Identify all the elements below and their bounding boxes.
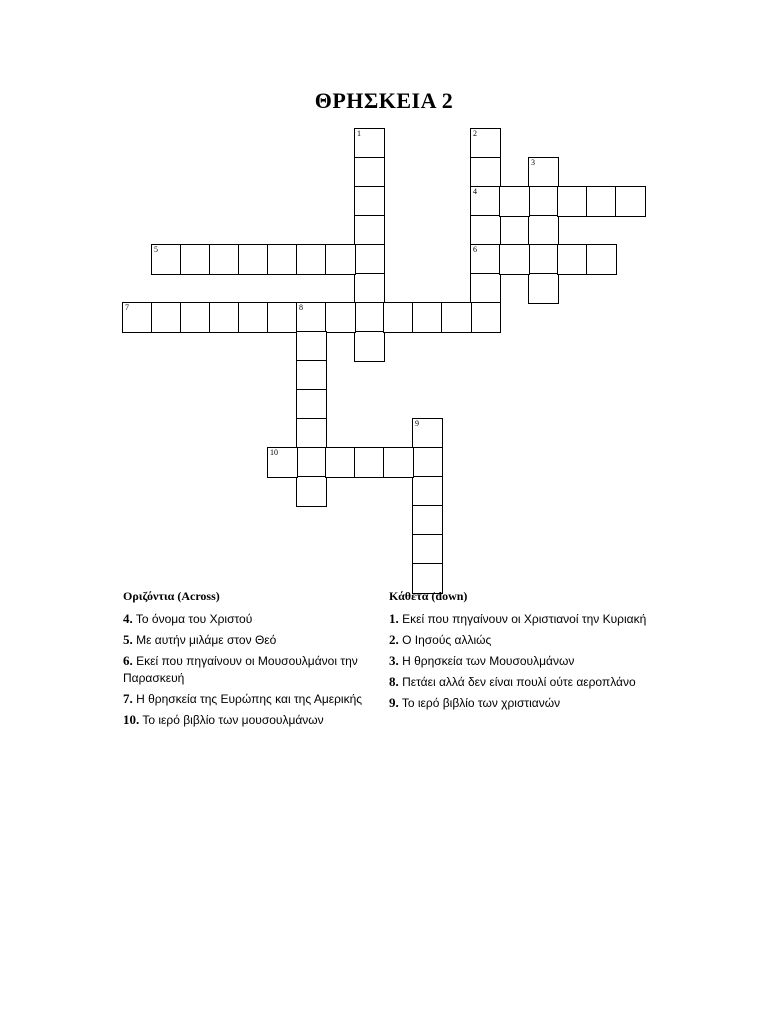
crossword-cell bbox=[528, 186, 559, 217]
crossword-cell bbox=[412, 505, 443, 536]
crossword-cell bbox=[470, 128, 501, 159]
crossword-cell bbox=[354, 302, 385, 333]
crossword-cell bbox=[528, 273, 559, 304]
clue-down-2: 2. Ο Ιησούς αλλιώς bbox=[389, 632, 492, 647]
crossword-cell bbox=[383, 447, 414, 478]
crossword-cell bbox=[354, 157, 385, 188]
crossword-cell bbox=[238, 302, 269, 333]
crossword-cell bbox=[267, 302, 298, 333]
clue-across-4: 4. Το όνομα του Χριστού bbox=[123, 611, 253, 626]
crossword-cell bbox=[412, 476, 443, 507]
crossword-cell bbox=[528, 244, 559, 275]
crossword-cell bbox=[267, 244, 298, 275]
crossword-cell bbox=[122, 302, 153, 333]
crossword-cell bbox=[296, 418, 327, 449]
across-heading: Οριζόντια (Across) bbox=[123, 589, 220, 603]
crossword-cell bbox=[412, 534, 443, 565]
crossword-cell bbox=[557, 244, 588, 275]
crossword-cell bbox=[354, 186, 385, 217]
crossword-cell bbox=[470, 302, 501, 333]
crossword-cell bbox=[267, 447, 298, 478]
crossword-cell bbox=[180, 244, 211, 275]
clue-down-3: 3. Η θρησκεία των Μουσουλμάνων bbox=[389, 653, 575, 668]
crossword-cell bbox=[470, 273, 501, 304]
cell-number: 1 bbox=[357, 129, 361, 138]
crossword-cell bbox=[557, 186, 588, 217]
crossword-cell bbox=[296, 331, 327, 362]
crossword-cell bbox=[354, 331, 385, 362]
clue-across-7: 7. Η θρησκεία της Ευρώπης και της Αμερικής bbox=[123, 691, 363, 706]
crossword-cell bbox=[470, 215, 501, 246]
crossword-cell bbox=[470, 157, 501, 188]
crossword-cell bbox=[325, 302, 356, 333]
clue-down-9: 9. Το ιερό βιβλίο των χριστιανών bbox=[389, 695, 561, 710]
crossword-cell bbox=[296, 476, 327, 507]
crossword-cell bbox=[296, 302, 327, 333]
crossword-cell bbox=[412, 447, 443, 478]
crossword-cell bbox=[209, 244, 240, 275]
cell-number: 10 bbox=[270, 448, 278, 457]
crossword-cell bbox=[383, 302, 414, 333]
crossword-cell bbox=[354, 273, 385, 304]
crossword-cell bbox=[586, 244, 617, 275]
crossword-cell bbox=[499, 244, 530, 275]
cell-number: 8 bbox=[299, 303, 303, 312]
clue-down-1: 1. Εκεί που πηγαίνουν οι Χριστιανοί την Κυριακή bbox=[389, 611, 647, 626]
crossword-cell bbox=[296, 360, 327, 391]
crossword-cell bbox=[354, 244, 385, 275]
cell-number: 4 bbox=[473, 187, 477, 196]
crossword-cell bbox=[412, 302, 443, 333]
crossword-cell bbox=[354, 215, 385, 246]
crossword-cell bbox=[238, 244, 269, 275]
down-clues bbox=[389, 588, 651, 715]
crossword-cell bbox=[615, 186, 646, 217]
crossword-cell bbox=[528, 157, 559, 188]
cell-number: 6 bbox=[473, 245, 477, 254]
clue-down-8: 8. Πετάει αλλά δεν είναι πουλί ούτε αεροπλάνο bbox=[389, 674, 636, 689]
clue-across-6: 6. Εκεί που πηγαίνουν οι Μουσουλμάνοι την Παρασκευή bbox=[123, 653, 358, 685]
cell-number: 5 bbox=[154, 245, 158, 254]
crossword-cell bbox=[354, 447, 385, 478]
clue-across-5: 5. Με αυτήν μιλάμε στον Θεό bbox=[123, 632, 277, 647]
crossword-cell bbox=[296, 389, 327, 420]
crossword-cell bbox=[441, 302, 472, 333]
crossword-cell bbox=[209, 302, 240, 333]
down-heading: Κάθετα (down) bbox=[389, 589, 468, 603]
cell-number: 9 bbox=[415, 419, 419, 428]
crossword-cell bbox=[412, 418, 443, 449]
crossword-cell bbox=[180, 302, 211, 333]
crossword-cell bbox=[296, 447, 327, 478]
clue-across-10: 10. Το ιερό βιβλίο των μουσουλμάνων bbox=[123, 712, 324, 727]
cell-number: 7 bbox=[125, 303, 129, 312]
across-clues bbox=[123, 588, 385, 732]
crossword-cell bbox=[325, 447, 356, 478]
crossword-cell bbox=[151, 302, 182, 333]
crossword-cell bbox=[499, 186, 530, 217]
crossword-cell bbox=[470, 244, 501, 275]
crossword-cell bbox=[325, 244, 356, 275]
crossword-cell bbox=[528, 215, 559, 246]
cell-number: 2 bbox=[473, 129, 477, 138]
crossword-cell bbox=[354, 128, 385, 159]
crossword-cell bbox=[586, 186, 617, 217]
crossword-cell bbox=[151, 244, 182, 275]
page-title: ΘΡΗΣΚΕΙΑ 2 bbox=[314, 88, 454, 113]
crossword-cell bbox=[470, 186, 501, 217]
crossword-cell bbox=[296, 244, 327, 275]
cell-number: 3 bbox=[531, 158, 535, 167]
